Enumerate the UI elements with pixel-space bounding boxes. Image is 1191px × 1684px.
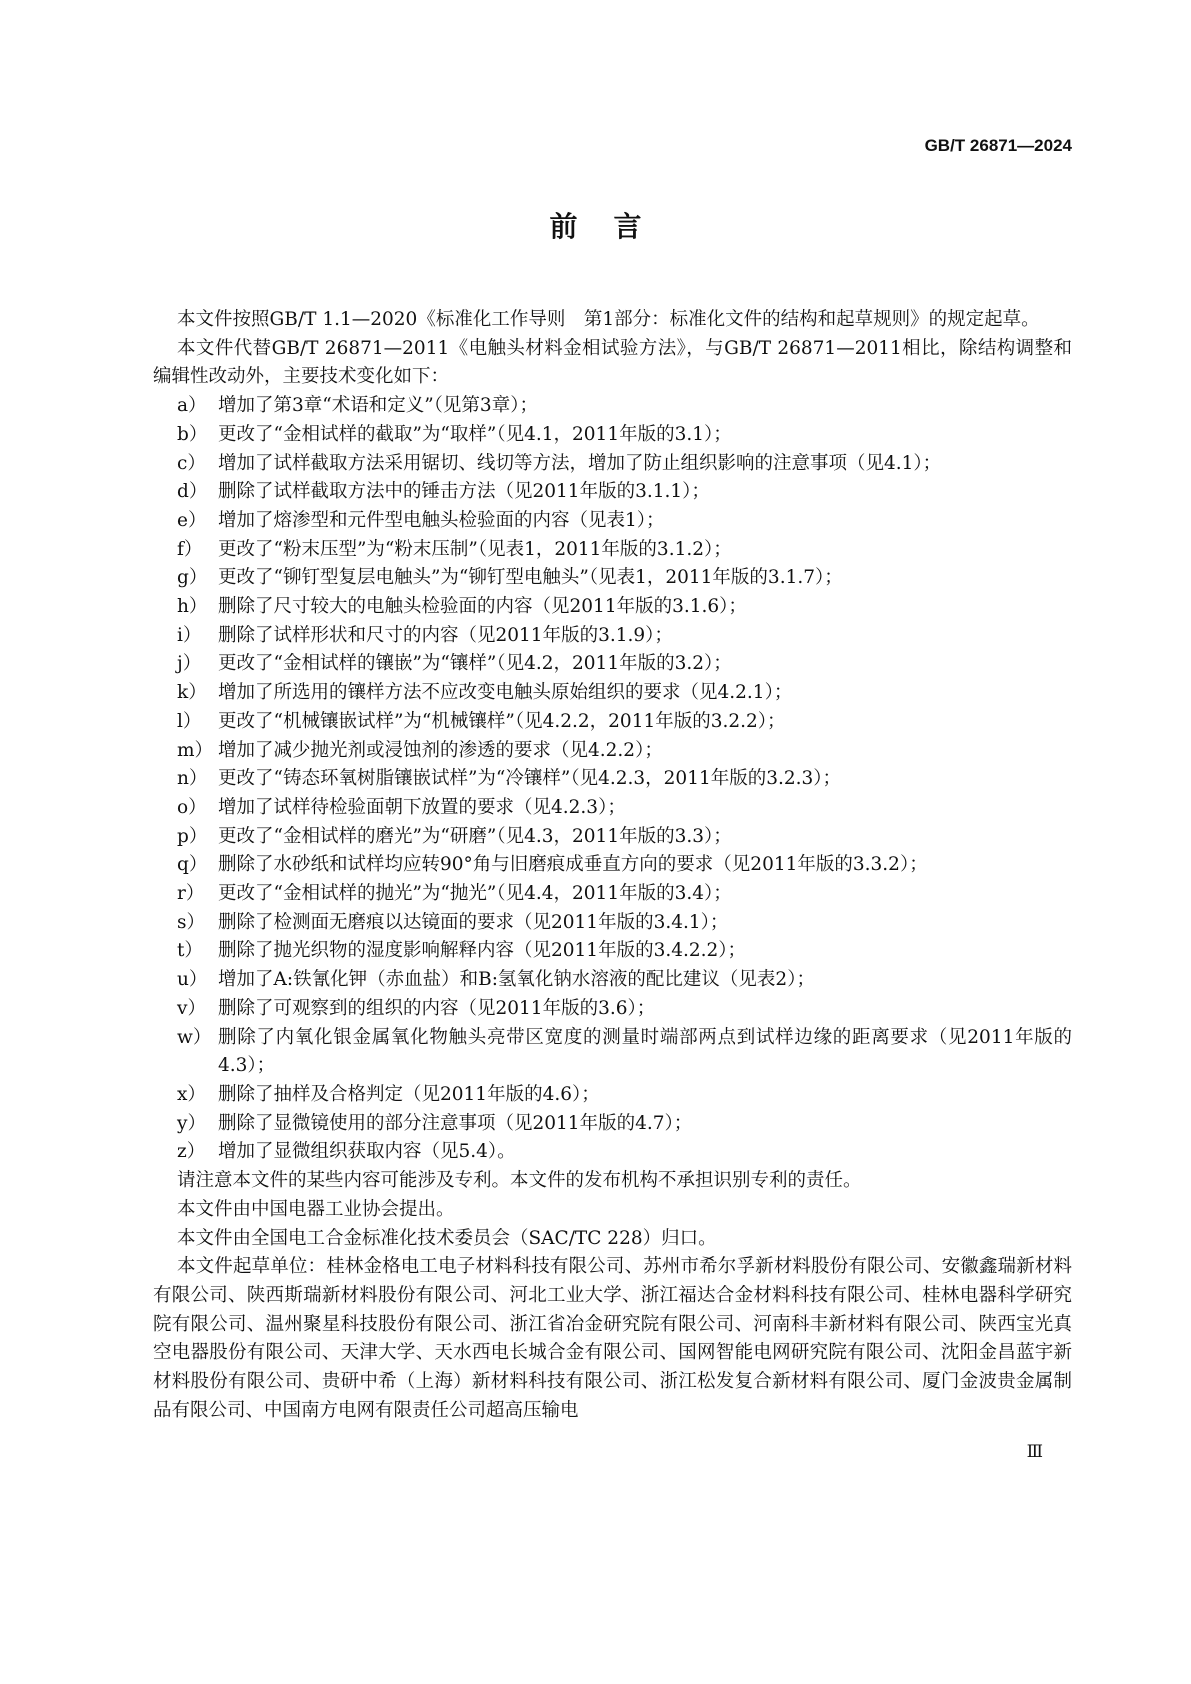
list-item-label: w） <box>177 1026 212 1048</box>
list-item-label: b） <box>177 423 208 445</box>
list-item <box>153 909 1072 938</box>
list-item-text: 删除了试样截取方法中的锤击方法（见2011年版的3.1.1）； <box>218 481 710 503</box>
change-list <box>153 392 1072 1167</box>
paragraph: 本文件由中国电器工业协会提出。 <box>177 1198 455 1220</box>
list-item <box>153 478 1072 507</box>
list-item-text: 更改了“金相试样的镶嵌”为“镶样”（见4.2，2011年版的3.2）； <box>218 653 732 675</box>
list-item <box>153 679 1072 708</box>
list-item-label: f） <box>177 538 203 560</box>
list-item-label: o） <box>177 796 207 818</box>
list-item-text: 删除了显微镜使用的部分注意事项（见2011年版的4.7）； <box>218 1112 693 1134</box>
list-item-label: t） <box>177 940 203 962</box>
list-item-text: 更改了“粉末压型”为“粉末压制”（见表1，2011年版的3.1.2）； <box>218 538 732 560</box>
list-item <box>153 1110 1072 1139</box>
list-item-text: 增加了试样待检验面朝下放置的要求（见4.2.3）； <box>218 796 626 818</box>
drafting-units-paragraph: 本文件起草单位：桂林金格电工电子材料科技有限公司、苏州市希尔孚新材料股份有限公司、安徽鑫瑞新材料有限公司、陕西斯瑞新材料股份有限公司、河北工业大学、浙江福达合金材料科技有限公司、桂林电器科学研究院有限公司、温州聚星科技股份有限公司、浙江省冶金研究院有限公司、河南科丰新材料有限公司、陕西宝光真空电器股份有限公司、天津大学、天水西电长城合金有限公司、国网智能电网研究院有限公司、沈阳金昌蓝宇新材料股份有限公司、贵研中希（上海）新材料科技有限公司、浙江松发复合新材料有限公司、厦门金波贵金属制品有限公司、中国南方电网有限责任公司超高压输电 <box>153 1256 1072 1421</box>
list-item-label: g） <box>177 567 208 589</box>
list-item <box>153 392 1072 421</box>
list-item <box>153 737 1072 766</box>
page-title: 前言 <box>549 210 678 243</box>
list-item <box>153 450 1072 479</box>
list-item-text: 增加了所选用的镶样方法不应改变电触头原始组织的要求（见4.2.1）； <box>218 682 793 704</box>
list-item-text: 删除了试样形状和尺寸的内容（见2011年版的3.1.9）； <box>218 624 673 646</box>
list-item-label: d） <box>177 481 208 503</box>
list-item <box>153 564 1072 593</box>
list-item-label: a） <box>177 395 207 417</box>
list-item-text: 删除了尺寸较大的电触头检验面的内容（见2011年版的3.1.6）； <box>218 596 747 618</box>
list-item <box>153 1081 1072 1110</box>
list-item-text: 增加了减少抛光剂或浸蚀剂的渗透的要求（见4.2.2）； <box>218 739 663 761</box>
list-item <box>153 823 1072 852</box>
paragraph: 本文件代替GB/T 26871—2011《电触头材料金相试验方法》，与GB/T 26871—2011相比，除结构调整和编辑性改动外，主要技术变化如下： <box>153 337 1072 388</box>
list-item-text: 更改了“铆钉型复层电触头”为“铆钉型电触头”（见表1，2011年版的3.1.7）； <box>218 567 843 589</box>
list-item-text: 更改了“机械镶嵌试样”为“机械镶样”（见4.2.2，2011年版的3.2.2）； <box>218 710 786 732</box>
list-item <box>153 650 1072 679</box>
list-item <box>153 507 1072 536</box>
list-item-text: 删除了内氧化银金属氧化物触头亮带区宽度的测量时端部两点到试样边缘的距离要求（见2011年版的4.3）； <box>218 1026 1072 1077</box>
page-number: Ⅲ <box>1026 1442 1043 1462</box>
list-item-text: 更改了“铸态环氧树脂镶嵌试样”为“冷镶样”（见4.2.3，2011年版的3.2.3）； <box>218 768 842 790</box>
list-item <box>153 708 1072 737</box>
list-item-label: k） <box>177 682 207 704</box>
list-item-label: v） <box>177 997 206 1019</box>
list-item <box>153 622 1072 651</box>
list-item-text: 删除了抛光织物的湿度影响解释内容（见2011年版的3.4.2.2）； <box>218 940 747 962</box>
list-item-text: 更改了“金相试样的截取”为“取样”（见4.1，2011年版的3.1）； <box>218 423 732 445</box>
list-item-label: r） <box>177 883 205 905</box>
list-item-text: 删除了可观察到的组织的内容（见2011年版的3.6）； <box>218 997 656 1019</box>
list-item-label: h） <box>177 596 208 618</box>
list-item-label: l） <box>177 710 202 732</box>
list-item-text: 删除了检测面无磨痕以达镜面的要求（见2011年版的3.4.1）； <box>218 911 729 933</box>
paragraph: 本文件由全国电工合金标准化技术委员会（SAC/TC 228）归口。 <box>177 1227 717 1249</box>
list-item-label: m） <box>177 739 214 761</box>
paragraph: 本文件按照GB/T 1.1—2020《标准化工作导则 第1部分：标准化文件的结构和起草规则》的规定起草。 <box>177 309 1040 330</box>
list-item <box>153 966 1072 995</box>
list-item-text: 删除了抽样及合格判定（见2011年版的4.6）； <box>218 1083 600 1105</box>
list-item <box>153 421 1072 450</box>
list-item <box>153 536 1072 565</box>
list-item <box>153 1024 1072 1081</box>
list-item-text: 增加了熔渗型和元件型电触头检验面的内容（见表1）； <box>218 509 665 531</box>
list-item-text: 增加了A:铁氰化钾（赤血盐）和B:氢氧化钠水溶液的配比建议（见表2）； <box>218 969 815 991</box>
list-item <box>153 1138 1072 1167</box>
list-item-text: 更改了“金相试样的抛光”为“抛光”（见4.4，2011年版的3.4）； <box>218 883 732 905</box>
list-item-text: 增加了试样截取方法采用锯切、线切等方法，增加了防止组织影响的注意事项（见4.1）； <box>218 452 942 474</box>
list-item-label: x） <box>177 1083 206 1105</box>
list-item <box>153 851 1072 880</box>
paragraph: 请注意本文件的某些内容可能涉及专利。本文件的发布机构不承担识别专利的责任。 <box>177 1170 862 1192</box>
list-item-label: z） <box>177 1141 206 1163</box>
list-item-label: i） <box>177 624 202 646</box>
list-item-text: 增加了显微组织获取内容（见5.4）。 <box>218 1141 516 1163</box>
list-item <box>153 794 1072 823</box>
list-item-label: u） <box>177 969 208 991</box>
list-item-label: p） <box>177 825 208 847</box>
list-item-label: j） <box>177 653 202 675</box>
list-item-text: 删除了水砂纸和试样均应转90°角与旧磨痕成垂直方向的要求（见2011年版的3.3.2）； <box>218 854 928 876</box>
list-item <box>153 995 1072 1024</box>
list-item-label: q） <box>177 854 208 876</box>
list-item-text: 增加了第3章“术语和定义”（见第3章）； <box>218 395 538 417</box>
list-item-label: c） <box>177 452 206 474</box>
list-item-label: y） <box>177 1112 206 1134</box>
list-item <box>153 937 1072 966</box>
list-item <box>153 765 1072 794</box>
list-item-label: s） <box>177 911 205 933</box>
document-number: GB/T 26871—2024 <box>924 136 1072 155</box>
document-body <box>153 306 1072 1425</box>
list-item <box>153 880 1072 909</box>
list-item-label: e） <box>177 509 207 531</box>
list-item-label: n） <box>177 768 208 790</box>
list-item <box>153 593 1072 622</box>
list-item-text: 更改了“金相试样的磨光”为“研磨”（见4.3，2011年版的3.3）； <box>218 825 732 847</box>
